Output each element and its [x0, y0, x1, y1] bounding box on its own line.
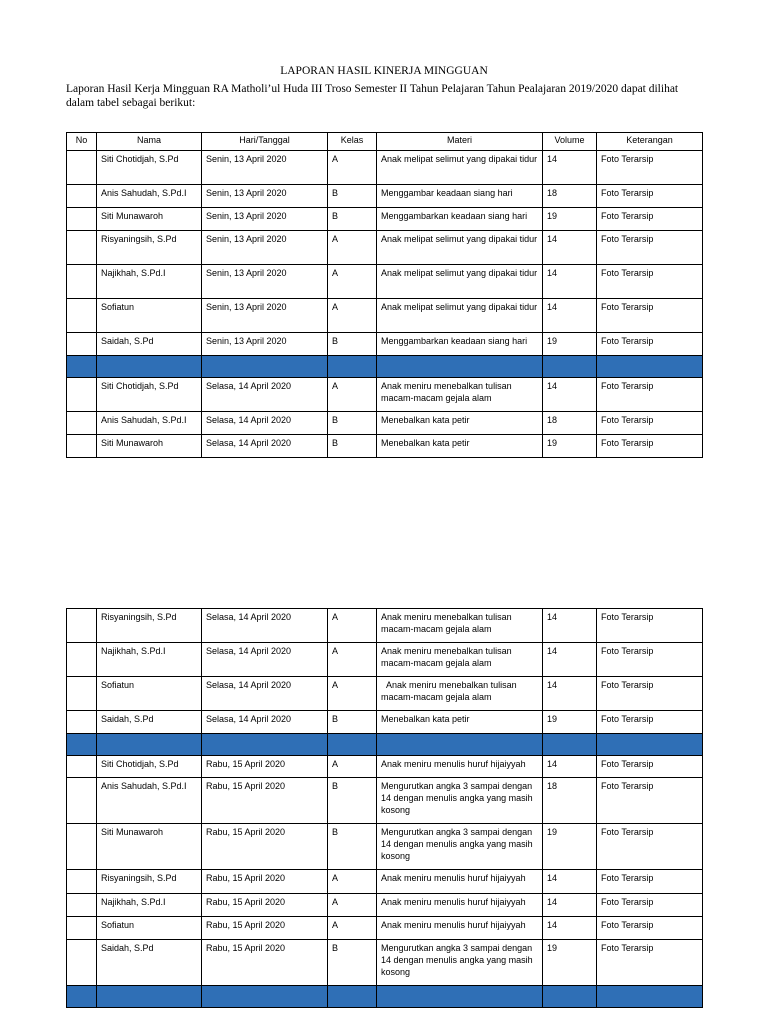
cell-keterangan: Foto Terarsip [597, 435, 703, 458]
cell-nama: Najikhah, S.Pd.I [97, 894, 202, 917]
cell-keterangan: Foto Terarsip [597, 711, 703, 734]
cell-hari-tanggal: Senin, 13 April 2020 [202, 333, 328, 356]
separator-row [67, 986, 703, 1008]
table-header-row [67, 133, 703, 151]
cell-nama: Anis Sahudah, S.Pd.I [97, 778, 202, 824]
report-table-2 [66, 608, 703, 1008]
cell-kelas: B [328, 435, 377, 458]
cell-materi: Anak meniru menebalkan tulisan macam-macam gejala alam [377, 609, 543, 643]
cell-hari-tanggal: Rabu, 15 April 2020 [202, 824, 328, 870]
cell-volume: 18 [543, 778, 597, 824]
cell-materi: Mengurutkan angka 3 sampai dengan 14 dengan menulis angka yang masih kosong [377, 940, 543, 986]
separator-row [67, 356, 703, 378]
cell-nama: Saidah, S.Pd [97, 940, 202, 986]
cell-nama: Risyaningsih, S.Pd [97, 231, 202, 265]
cell-materi: Anak melipat selimut yang dipakai tidur [377, 151, 543, 185]
cell-keterangan: Foto Terarsip [597, 208, 703, 231]
cell-nama [97, 734, 202, 756]
table-row [67, 208, 703, 231]
cell-nama: Saidah, S.Pd [97, 333, 202, 356]
cell-kelas: A [328, 917, 377, 940]
cell-materi [377, 734, 543, 756]
cell-hari-tanggal: Senin, 13 April 2020 [202, 151, 328, 185]
cell-hari-tanggal [202, 734, 328, 756]
cell-keterangan: Foto Terarsip [597, 870, 703, 894]
cell-keterangan: Foto Terarsip [597, 151, 703, 185]
cell-nama: Siti Munawaroh [97, 208, 202, 231]
cell-volume: 19 [543, 940, 597, 986]
cell-kelas: B [328, 940, 377, 986]
cell-kelas: B [328, 412, 377, 435]
cell-hari-tanggal: Rabu, 15 April 2020 [202, 756, 328, 778]
cell-volume: 14 [543, 870, 597, 894]
cell-hari-tanggal: Senin, 13 April 2020 [202, 299, 328, 333]
table-row [67, 378, 703, 412]
table-row [67, 412, 703, 435]
cell-keterangan: Foto Terarsip [597, 265, 703, 299]
cell-no [67, 378, 97, 412]
cell-volume: 14 [543, 231, 597, 265]
cell-hari-tanggal: Senin, 13 April 2020 [202, 208, 328, 231]
cell-nama: Risyaningsih, S.Pd [97, 609, 202, 643]
cell-keterangan: Foto Terarsip [597, 231, 703, 265]
cell-keterangan: Foto Terarsip [597, 412, 703, 435]
cell-volume: 19 [543, 824, 597, 870]
cell-materi: Mengurutkan angka 3 sampai dengan 14 dengan menulis angka yang masih kosong [377, 824, 543, 870]
table-row [67, 894, 703, 917]
cell-no [67, 643, 97, 677]
cell-keterangan: Foto Terarsip [597, 824, 703, 870]
report-intro: Laporan Hasil Kerja Mingguan RA Matholi’ul Huda III Troso Semester II Tahun Pelajaran Tahun Pealajaran 2019/2020 dapat dilihat dalam tabel sebagai berikut: [66, 83, 679, 109]
cell-materi: Anak meniru menulis huruf hijaiyyah [377, 870, 543, 894]
table-row [67, 677, 703, 711]
cell-volume: 14 [543, 756, 597, 778]
cell-no [67, 677, 97, 711]
cell-hari-tanggal [202, 986, 328, 1008]
table-row [67, 185, 703, 208]
cell-volume: 19 [543, 435, 597, 458]
cell-no [67, 231, 97, 265]
cell-kelas: A [328, 756, 377, 778]
cell-keterangan: Foto Terarsip [597, 778, 703, 824]
header-keterangan: Keterangan [597, 133, 703, 151]
cell-no [67, 734, 97, 756]
table-row [67, 333, 703, 356]
cell-keterangan [597, 734, 703, 756]
table-row [67, 643, 703, 677]
cell-kelas: A [328, 299, 377, 333]
header-nama: Nama [97, 133, 202, 151]
cell-materi: Anak melipat selimut yang dipakai tidur [377, 265, 543, 299]
header-no: No [67, 133, 97, 151]
cell-materi: Anak meniru menebalkan tulisan macam-macam gejala alam [377, 378, 543, 412]
cell-no [67, 435, 97, 458]
header-materi: Materi [377, 133, 543, 151]
cell-nama: Anis Sahudah, S.Pd.I [97, 185, 202, 208]
cell-no [67, 756, 97, 778]
cell-keterangan: Foto Terarsip [597, 378, 703, 412]
cell-hari-tanggal: Selasa, 14 April 2020 [202, 412, 328, 435]
table-row [67, 435, 703, 458]
cell-no [67, 778, 97, 824]
cell-volume: 14 [543, 643, 597, 677]
cell-no [67, 894, 97, 917]
cell-kelas: A [328, 870, 377, 894]
cell-no [67, 412, 97, 435]
cell-hari-tanggal: Selasa, 14 April 2020 [202, 643, 328, 677]
cell-no [67, 609, 97, 643]
cell-nama: Siti Munawaroh [97, 435, 202, 458]
cell-volume: 14 [543, 677, 597, 711]
cell-hari-tanggal: Rabu, 15 April 2020 [202, 917, 328, 940]
cell-hari-tanggal: Rabu, 15 April 2020 [202, 778, 328, 824]
cell-nama: Siti Munawaroh [97, 824, 202, 870]
cell-volume: 18 [543, 185, 597, 208]
table-row [67, 299, 703, 333]
cell-volume [543, 734, 597, 756]
cell-materi: Anak melipat selimut yang dipakai tidur [377, 231, 543, 265]
cell-keterangan: Foto Terarsip [597, 185, 703, 208]
separator-row [67, 734, 703, 756]
cell-hari-tanggal: Rabu, 15 April 2020 [202, 870, 328, 894]
cell-volume: 14 [543, 378, 597, 412]
cell-materi [377, 356, 543, 378]
cell-keterangan: Foto Terarsip [597, 609, 703, 643]
cell-hari-tanggal: Rabu, 15 April 2020 [202, 894, 328, 917]
cell-hari-tanggal: Selasa, 14 April 2020 [202, 711, 328, 734]
table-row [67, 917, 703, 940]
cell-nama: Sofiatun [97, 917, 202, 940]
cell-kelas: A [328, 609, 377, 643]
cell-materi: Anak meniru menulis huruf hijaiyyah [377, 756, 543, 778]
header-hari-tanggal: Hari/Tanggal [202, 133, 328, 151]
cell-kelas: B [328, 185, 377, 208]
cell-keterangan [597, 986, 703, 1008]
cell-volume [543, 356, 597, 378]
table-row [67, 778, 703, 824]
table-row [67, 231, 703, 265]
cell-materi: Anak meniru menulis huruf hijaiyyah [377, 894, 543, 917]
cell-volume: 19 [543, 208, 597, 231]
cell-kelas: A [328, 378, 377, 412]
cell-hari-tanggal: Selasa, 14 April 2020 [202, 609, 328, 643]
cell-nama: Siti Chotidjah, S.Pd [97, 756, 202, 778]
cell-nama: Anis Sahudah, S.Pd.I [97, 412, 202, 435]
table-row [67, 265, 703, 299]
cell-keterangan: Foto Terarsip [597, 299, 703, 333]
cell-kelas: A [328, 677, 377, 711]
cell-keterangan: Foto Terarsip [597, 677, 703, 711]
cell-kelas: B [328, 824, 377, 870]
cell-keterangan [597, 356, 703, 378]
cell-no [67, 824, 97, 870]
cell-no [67, 265, 97, 299]
cell-kelas [328, 356, 377, 378]
table-row [67, 609, 703, 643]
cell-nama [97, 986, 202, 1008]
header-kelas: Kelas [328, 133, 377, 151]
cell-no [67, 986, 97, 1008]
cell-materi [377, 986, 543, 1008]
table-row [67, 756, 703, 778]
cell-materi: Menggambarkan keadaan siang hari [377, 208, 543, 231]
cell-hari-tanggal: Selasa, 14 April 2020 [202, 677, 328, 711]
cell-volume: 14 [543, 894, 597, 917]
cell-kelas [328, 986, 377, 1008]
cell-materi: Anak meniru menebalkan tulisan macam-macam gejala alam [377, 677, 543, 711]
cell-nama: Siti Chotidjah, S.Pd [97, 151, 202, 185]
cell-keterangan: Foto Terarsip [597, 643, 703, 677]
cell-volume: 14 [543, 299, 597, 333]
cell-keterangan: Foto Terarsip [597, 940, 703, 986]
cell-no [67, 208, 97, 231]
report-table-1 [66, 132, 703, 458]
cell-no [67, 333, 97, 356]
cell-materi: Menebalkan kata petir [377, 435, 543, 458]
table-row [67, 824, 703, 870]
cell-volume: 19 [543, 333, 597, 356]
cell-keterangan: Foto Terarsip [597, 333, 703, 356]
cell-kelas: A [328, 151, 377, 185]
table-row [67, 151, 703, 185]
table-row [67, 870, 703, 894]
cell-hari-tanggal: Rabu, 15 April 2020 [202, 940, 328, 986]
cell-hari-tanggal: Selasa, 14 April 2020 [202, 378, 328, 412]
cell-no [67, 356, 97, 378]
cell-volume: 14 [543, 609, 597, 643]
cell-keterangan: Foto Terarsip [597, 756, 703, 778]
cell-nama: Najikhah, S.Pd.I [97, 643, 202, 677]
cell-no [67, 917, 97, 940]
cell-kelas: B [328, 333, 377, 356]
cell-kelas: B [328, 208, 377, 231]
cell-no [67, 870, 97, 894]
cell-volume: 14 [543, 265, 597, 299]
cell-kelas: B [328, 778, 377, 824]
table-row [67, 711, 703, 734]
cell-volume: 19 [543, 711, 597, 734]
cell-kelas: A [328, 894, 377, 917]
cell-hari-tanggal: Selasa, 14 April 2020 [202, 435, 328, 458]
cell-nama: Saidah, S.Pd [97, 711, 202, 734]
cell-nama: Risyaningsih, S.Pd [97, 870, 202, 894]
cell-volume: 14 [543, 917, 597, 940]
cell-kelas: A [328, 643, 377, 677]
cell-no [67, 299, 97, 333]
cell-keterangan: Foto Terarsip [597, 894, 703, 917]
cell-no [67, 185, 97, 208]
cell-materi: Anak meniru menulis huruf hijaiyyah [377, 917, 543, 940]
cell-nama [97, 356, 202, 378]
cell-hari-tanggal [202, 356, 328, 378]
cell-no [67, 151, 97, 185]
cell-no [67, 711, 97, 734]
cell-materi: Mengurutkan angka 3 sampai dengan 14 dengan menulis angka yang masih kosong [377, 778, 543, 824]
cell-nama: Sofiatun [97, 677, 202, 711]
header-volume: Volume [543, 133, 597, 151]
report-title: LAPORAN HASIL KINERJA MINGGUAN [280, 65, 488, 77]
cell-kelas [328, 734, 377, 756]
cell-volume [543, 986, 597, 1008]
cell-materi: Anak meniru menebalkan tulisan macam-macam gejala alam [377, 643, 543, 677]
cell-keterangan: Foto Terarsip [597, 917, 703, 940]
cell-volume: 14 [543, 151, 597, 185]
table-row [67, 940, 703, 986]
cell-kelas: A [328, 265, 377, 299]
cell-materi: Anak melipat selimut yang dipakai tidur [377, 299, 543, 333]
cell-materi: Menebalkan kata petir [377, 711, 543, 734]
cell-hari-tanggal: Senin, 13 April 2020 [202, 265, 328, 299]
cell-materi: Menggambarkan keadaan siang hari [377, 333, 543, 356]
cell-nama: Siti Chotidjah, S.Pd [97, 378, 202, 412]
cell-no [67, 940, 97, 986]
cell-materi: Menebalkan kata petir [377, 412, 543, 435]
cell-nama: Sofiatun [97, 299, 202, 333]
cell-volume: 18 [543, 412, 597, 435]
cell-kelas: B [328, 711, 377, 734]
cell-kelas: A [328, 231, 377, 265]
cell-hari-tanggal: Senin, 13 April 2020 [202, 231, 328, 265]
cell-nama: Najikhah, S.Pd.I [97, 265, 202, 299]
cell-materi: Menggambar keadaan siang hari [377, 185, 543, 208]
cell-hari-tanggal: Senin, 13 April 2020 [202, 185, 328, 208]
